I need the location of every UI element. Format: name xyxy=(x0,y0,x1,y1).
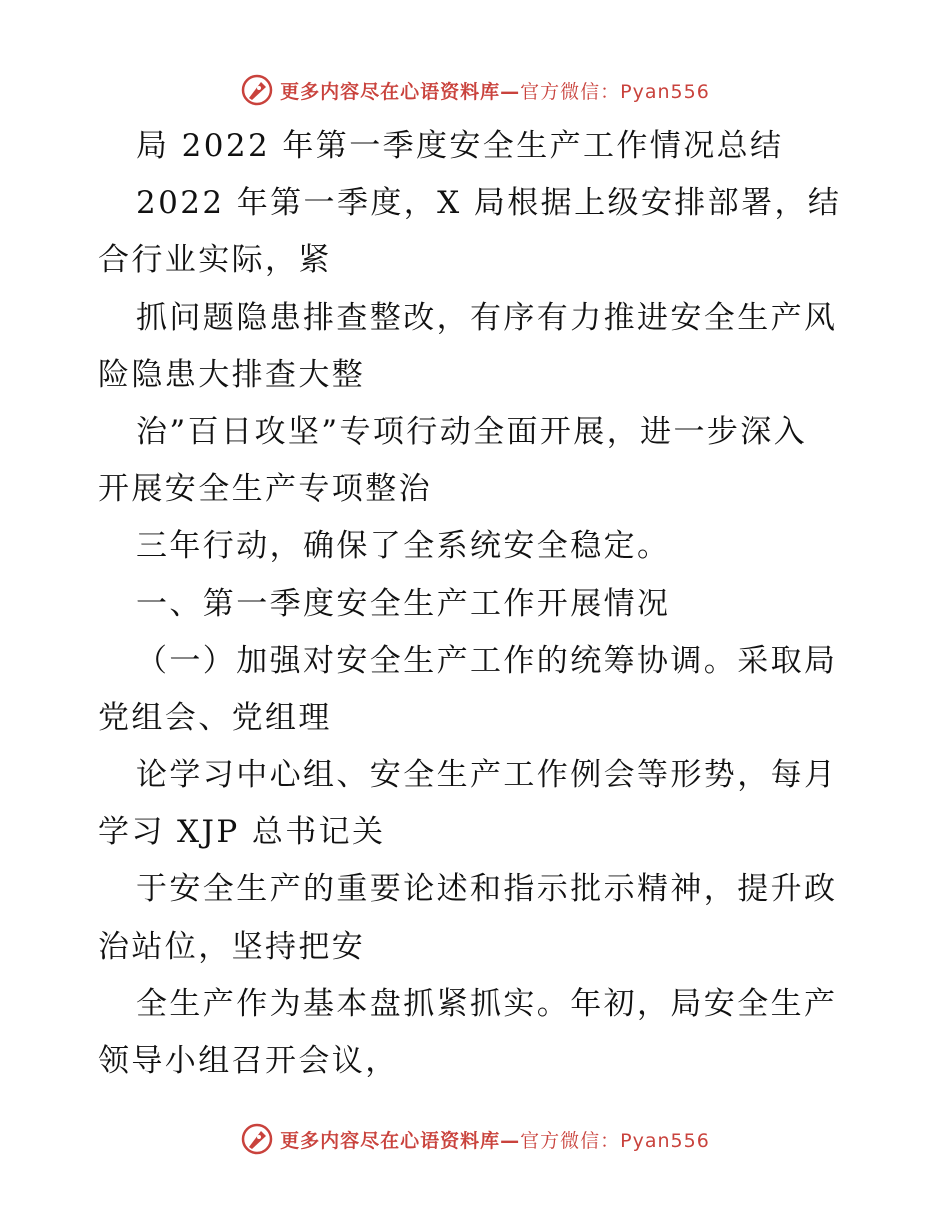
text-line: 治站位，坚持把安 xyxy=(98,928,366,965)
text-line: 于安全生产的重要论述和指示批示精神，提升政 xyxy=(136,871,838,908)
document-body xyxy=(98,118,858,1090)
text-line: 开展安全生产专项整治 xyxy=(98,471,432,508)
text-line: 学习 XJP 总书记关 xyxy=(98,814,386,851)
text-line: 2022 年第一季度，X 局根据上级安排部署，结 xyxy=(136,185,842,222)
watermark-banner-top xyxy=(0,70,950,110)
text-line: 一、第一季度安全生产工作开展情况 xyxy=(136,585,671,622)
text-line: （一）加强对安全生产工作的统筹协调。采取局 xyxy=(136,642,838,679)
text-line: 合行业实际，紧 xyxy=(98,242,332,279)
text-line: 抓问题隐患排查整改，有序有力推进安全生产风 xyxy=(136,299,838,336)
watermark-text: 更多内容尽在心语资料库—官方微信：Pyan556 xyxy=(280,80,710,103)
watermark-text: 更多内容尽在心语资料库—官方微信：Pyan556 xyxy=(280,1129,710,1152)
watermark-banner-bottom xyxy=(0,1119,950,1159)
text-line: 险隐患大排查大整 xyxy=(98,356,366,393)
text-line: 局 2022 年第一季度安全生产工作情况总结 xyxy=(136,128,784,164)
text-line: 领导小组召开会议， xyxy=(98,1043,399,1079)
text-line: 三年行动，确保了全系统安全稳定。 xyxy=(136,528,671,565)
text-line: 全生产作为基本盘抓紧抓实。年初，局安全生产 xyxy=(136,985,838,1022)
text-line: 党组会、党组理 xyxy=(98,699,332,736)
text-line: 治”百日攻坚”专项行动全面开展，进一步深入 xyxy=(136,413,808,450)
pen-nib-logo-icon xyxy=(240,73,274,107)
text-line: 论学习中心组、安全生产工作例会等形势，每月 xyxy=(136,757,838,794)
pen-nib-logo-icon xyxy=(240,1122,274,1156)
